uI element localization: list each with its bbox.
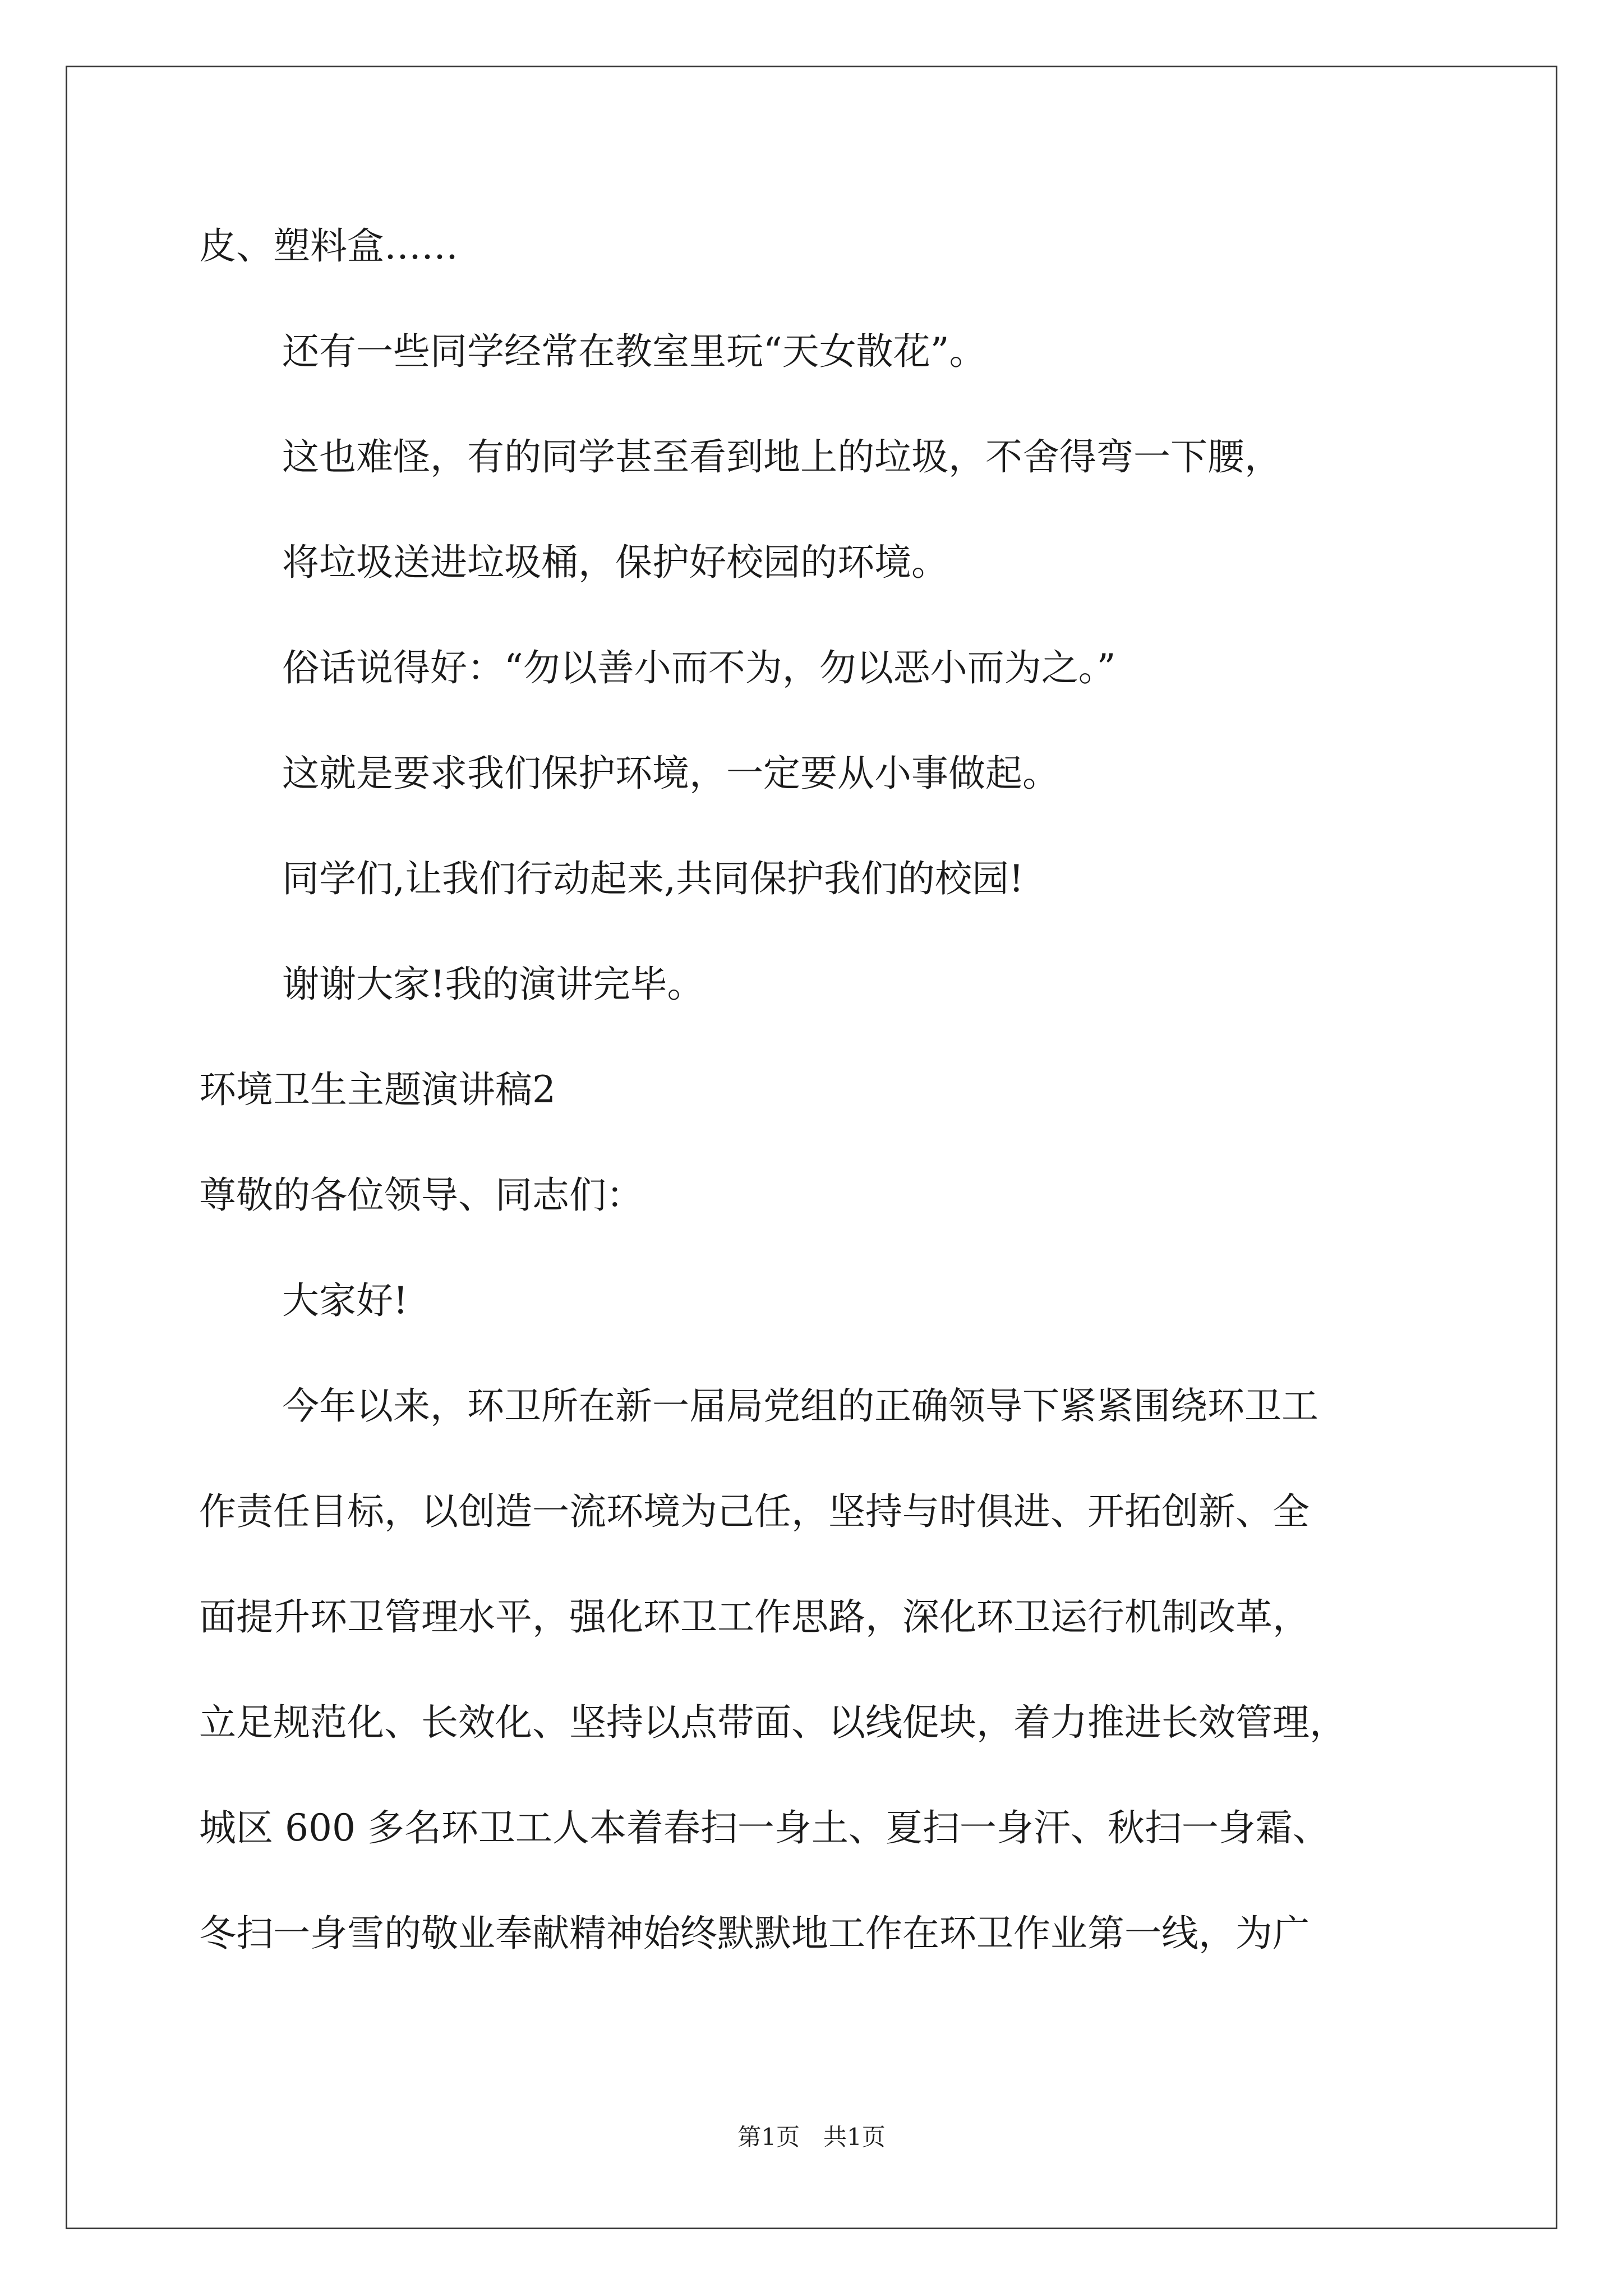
- text-line: 大家好!: [282, 1279, 408, 1322]
- text-line: 还有一些同学经常在教室里玩“天女散花”。: [282, 330, 986, 373]
- text-line: 皮、塑料盒……: [199, 224, 458, 268]
- text-line: 谢谢大家!我的演讲完毕。: [282, 963, 704, 1006]
- text-line: 城区 600 多名环卫工人本着春扫一身土、夏扫一身汗、秋扫一身霜、: [199, 1806, 1330, 1849]
- text-line: 俗话说得好：“勿以善小而不为，勿以恶小而为之。”: [282, 646, 1116, 689]
- text-line: 冬扫一身雪的敬业奉献精神始终默默地工作在环卫作业第一线，为广: [199, 1912, 1310, 1955]
- text-line: 面提升环卫管理水平，强化环卫工作思路，深化环卫运行机制改革，: [199, 1595, 1310, 1639]
- text-line: 作责任目标，以创造一流环境为己任，坚持与时俱进、开拓创新、全: [199, 1490, 1310, 1533]
- section-heading: 环境卫生主题演讲稿2: [199, 1068, 556, 1111]
- text-line: 同学们,让我们行动起来,共同保护我们的校园!: [282, 857, 1024, 900]
- text-line: 将垃圾送进垃圾桶，保护好校园的环境。: [282, 541, 948, 584]
- salutation: 尊敬的各位领导、同志们：: [199, 1174, 643, 1217]
- page-number-footer: 第1页 共1页: [737, 2123, 886, 2151]
- text-line: 这也难怪，有的同学甚至看到地上的垃圾，不舍得弯一下腰，: [282, 435, 1281, 478]
- text-line: 这就是要求我们保护环境，一定要从小事做起。: [282, 752, 1059, 795]
- document-body: [199, 194, 1483, 1986]
- text-line: 立足规范化、长效化、坚持以点带面、以线促块，着力推进长效管理，: [199, 1701, 1347, 1744]
- text-line: 今年以来，环卫所在新一届局党组的正确领导下紧紧围绕环卫工: [282, 1384, 1318, 1428]
